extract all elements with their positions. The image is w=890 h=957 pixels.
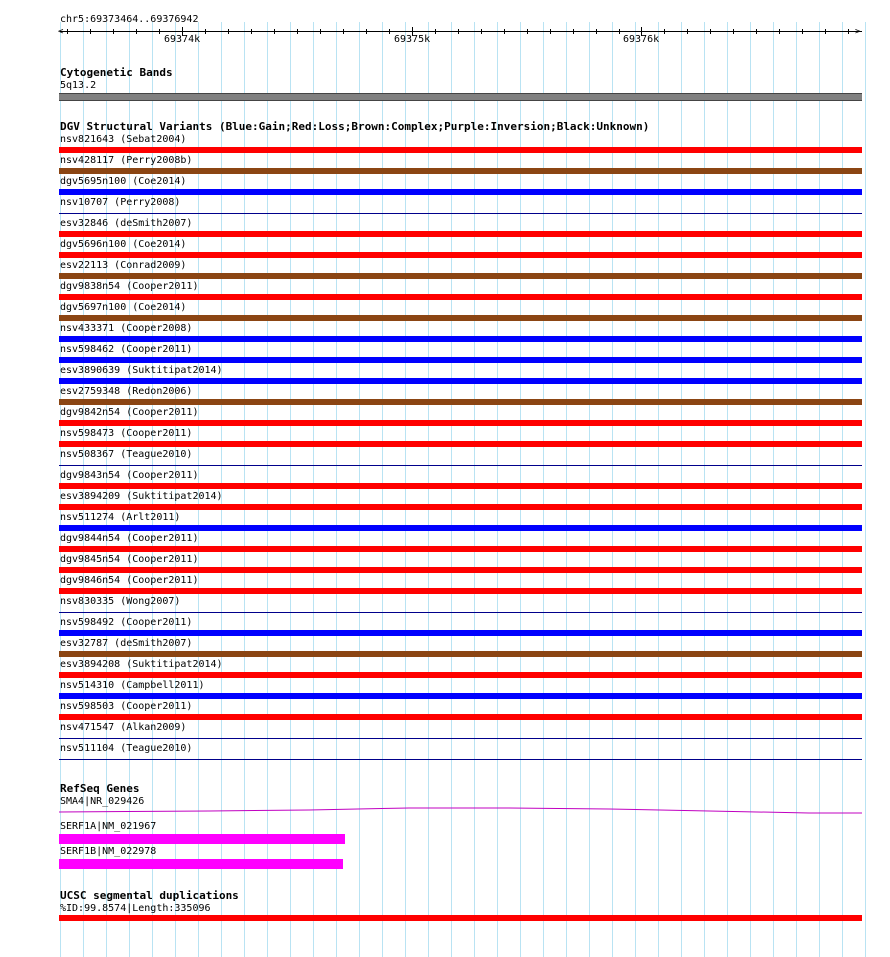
ruler-minor-tick: [343, 29, 344, 34]
position-label: chr5:69373464..69376942: [60, 14, 199, 25]
ruler-minor-tick: [205, 29, 206, 34]
dgv-feature-label: dgv5696n100 (Coe2014): [60, 239, 187, 250]
dgv-feature-label: esv32787 (deSmith2007): [60, 638, 193, 649]
gridline: [865, 22, 866, 957]
gene-label: SMA4|NR_029426: [60, 796, 145, 807]
dgv-feature-bar[interactable]: [59, 399, 862, 405]
ruler-tick-label: 69375k: [394, 34, 431, 45]
ruler-minor-tick: [710, 29, 711, 34]
dgv-feature-label: dgv9846n54 (Cooper2011): [60, 575, 199, 586]
ruler-minor-tick: [504, 29, 505, 34]
dgv-feature-bar[interactable]: [59, 213, 862, 214]
ruler-minor-tick: [664, 29, 665, 34]
dgv-feature-label: nsv508367 (Teague2010): [60, 449, 193, 460]
ruler-minor-tick: [573, 29, 574, 34]
cytogenetic-track-title[interactable]: Cytogenetic Bands: [60, 66, 173, 79]
dgv-feature-label: nsv598492 (Cooper2011): [60, 617, 193, 628]
dgv-feature-bar[interactable]: [59, 357, 862, 363]
dgv-feature-bar[interactable]: [59, 759, 862, 760]
dgv-feature-label: nsv598503 (Cooper2011): [60, 701, 193, 712]
dgv-feature-label: dgv9845n54 (Cooper2011): [60, 554, 199, 565]
ruler-minor-tick: [756, 29, 757, 34]
dgv-track-title[interactable]: DGV Structural Variants (Blue:Gain;Red:Loss;Brown:Complex;Purple:Inversion;Black:Unknown): [60, 120, 650, 133]
dgv-feature-bar[interactable]: [59, 651, 862, 657]
gene-serf1a-bar[interactable]: [59, 834, 345, 844]
dgv-feature-label: dgv9838n54 (Cooper2011): [60, 281, 199, 292]
dgv-feature-label: nsv598462 (Cooper2011): [60, 344, 193, 355]
dgv-feature-bar[interactable]: [59, 441, 862, 447]
dgv-feature-label: nsv514310 (Campbell2011): [60, 680, 205, 691]
dgv-feature-bar[interactable]: [59, 378, 862, 384]
segdup-track-title[interactable]: UCSC segmental duplications: [60, 889, 239, 902]
dgv-feature-bar[interactable]: [59, 588, 862, 594]
dgv-feature-bar[interactable]: [59, 273, 862, 279]
ruler-right-arrow-icon: >: [855, 27, 861, 37]
dgv-feature-label: dgv9844n54 (Cooper2011): [60, 533, 199, 544]
dgv-feature-label: esv3894208 (Suktitipat2014): [60, 659, 223, 670]
coordinate-ruler[interactable]: [60, 31, 862, 32]
dgv-feature-label: nsv433371 (Cooper2008): [60, 323, 193, 334]
ruler-minor-tick: [458, 29, 459, 34]
dgv-feature-label: dgv5697n100 (Coe2014): [60, 302, 187, 313]
ruler-minor-tick: [274, 29, 275, 34]
gene-label: SERF1B|NM_022978: [60, 846, 157, 857]
dgv-feature-bar[interactable]: [59, 231, 862, 237]
ruler-minor-tick: [366, 29, 367, 34]
dgv-feature-bar[interactable]: [59, 546, 862, 552]
dgv-feature-label: esv3894209 (Suktitipat2014): [60, 491, 223, 502]
dgv-feature-bar[interactable]: [59, 714, 862, 720]
dgv-feature-label: dgv9843n54 (Cooper2011): [60, 470, 199, 481]
ruler-minor-tick: [389, 29, 390, 34]
dgv-feature-bar[interactable]: [59, 420, 862, 426]
ruler-minor-tick: [320, 29, 321, 34]
refseq-track-title[interactable]: RefSeq Genes: [60, 782, 140, 795]
ruler-minor-tick: [159, 29, 160, 34]
dgv-feature-bar[interactable]: [59, 189, 862, 195]
ruler-minor-tick: [527, 29, 528, 34]
dgv-feature-bar[interactable]: [59, 336, 862, 342]
dgv-feature-bar[interactable]: [59, 294, 862, 300]
ruler-minor-tick: [90, 29, 91, 34]
dgv-feature-label: nsv10707 (Perry2008): [60, 197, 181, 208]
cytoband-bar[interactable]: [59, 93, 862, 101]
ruler-minor-tick: [619, 29, 620, 34]
dgv-feature-label: nsv598473 (Cooper2011): [60, 428, 193, 439]
ruler-minor-tick: [435, 29, 436, 34]
dgv-feature-label: nsv428117 (Perry2008b): [60, 155, 193, 166]
ruler-left-arrow-icon: <: [58, 27, 64, 37]
dgv-feature-label: dgv9842n54 (Cooper2011): [60, 407, 199, 418]
dgv-feature-bar[interactable]: [59, 315, 862, 321]
dgv-feature-label: esv2759348 (Redon2006): [60, 386, 193, 397]
dgv-feature-bar[interactable]: [59, 252, 862, 258]
ruler-minor-tick: [733, 29, 734, 34]
ruler-minor-tick: [687, 29, 688, 34]
ruler-minor-tick: [550, 29, 551, 34]
dgv-feature-bar[interactable]: [59, 567, 862, 573]
dgv-feature-bar[interactable]: [59, 168, 862, 174]
ruler-minor-tick: [848, 29, 849, 34]
ruler-tick-label: 69376k: [623, 34, 660, 45]
dgv-feature-bar[interactable]: [59, 504, 862, 510]
dgv-feature-label: esv22113 (Conrad2009): [60, 260, 187, 271]
ruler-tick-label: 69374k: [164, 34, 201, 45]
dgv-feature-label: nsv821643 (Sebat2004): [60, 134, 187, 145]
gene-label: SERF1A|NM_021967: [60, 821, 157, 832]
dgv-feature-label: nsv511104 (Teague2010): [60, 743, 193, 754]
dgv-feature-bar[interactable]: [59, 738, 862, 739]
dgv-feature-label: dgv5695n100 (Coe2014): [60, 176, 187, 187]
dgv-feature-bar[interactable]: [59, 147, 862, 153]
segdup-bar[interactable]: [59, 915, 862, 921]
cytoband-label: 5q13.2: [60, 80, 97, 91]
ruler-minor-tick: [481, 29, 482, 34]
ruler-minor-tick: [596, 29, 597, 34]
dgv-feature-label: nsv830335 (Wong2007): [60, 596, 181, 607]
ruler-minor-tick: [228, 29, 229, 34]
ruler-minor-tick: [113, 29, 114, 34]
dgv-feature-label: nsv511274 (Arlt2011): [60, 512, 181, 523]
dgv-feature-bar[interactable]: [59, 465, 862, 466]
dgv-feature-label: esv3890639 (Suktitipat2014): [60, 365, 223, 376]
ruler-minor-tick: [825, 29, 826, 34]
ruler-minor-tick: [251, 29, 252, 34]
dgv-feature-bar[interactable]: [59, 630, 862, 636]
dgv-feature-label: nsv471547 (Alkan2009): [60, 722, 187, 733]
ruler-minor-tick: [67, 29, 68, 34]
ruler-minor-tick: [779, 29, 780, 34]
ruler-minor-tick: [297, 29, 298, 34]
dgv-feature-bar[interactable]: [59, 693, 862, 699]
segdup-label: %ID:99.8574|Length:335096: [60, 903, 211, 914]
gene-sma4-transcript[interactable]: [59, 800, 862, 820]
dgv-feature-bar[interactable]: [59, 612, 862, 613]
gene-serf1b-bar[interactable]: [59, 859, 343, 869]
ruler-minor-tick: [136, 29, 137, 34]
dgv-feature-bar[interactable]: [59, 525, 862, 531]
dgv-feature-label: esv32846 (deSmith2007): [60, 218, 193, 229]
dgv-feature-bar[interactable]: [59, 483, 862, 489]
dgv-feature-bar[interactable]: [59, 672, 862, 678]
ruler-minor-tick: [802, 29, 803, 34]
